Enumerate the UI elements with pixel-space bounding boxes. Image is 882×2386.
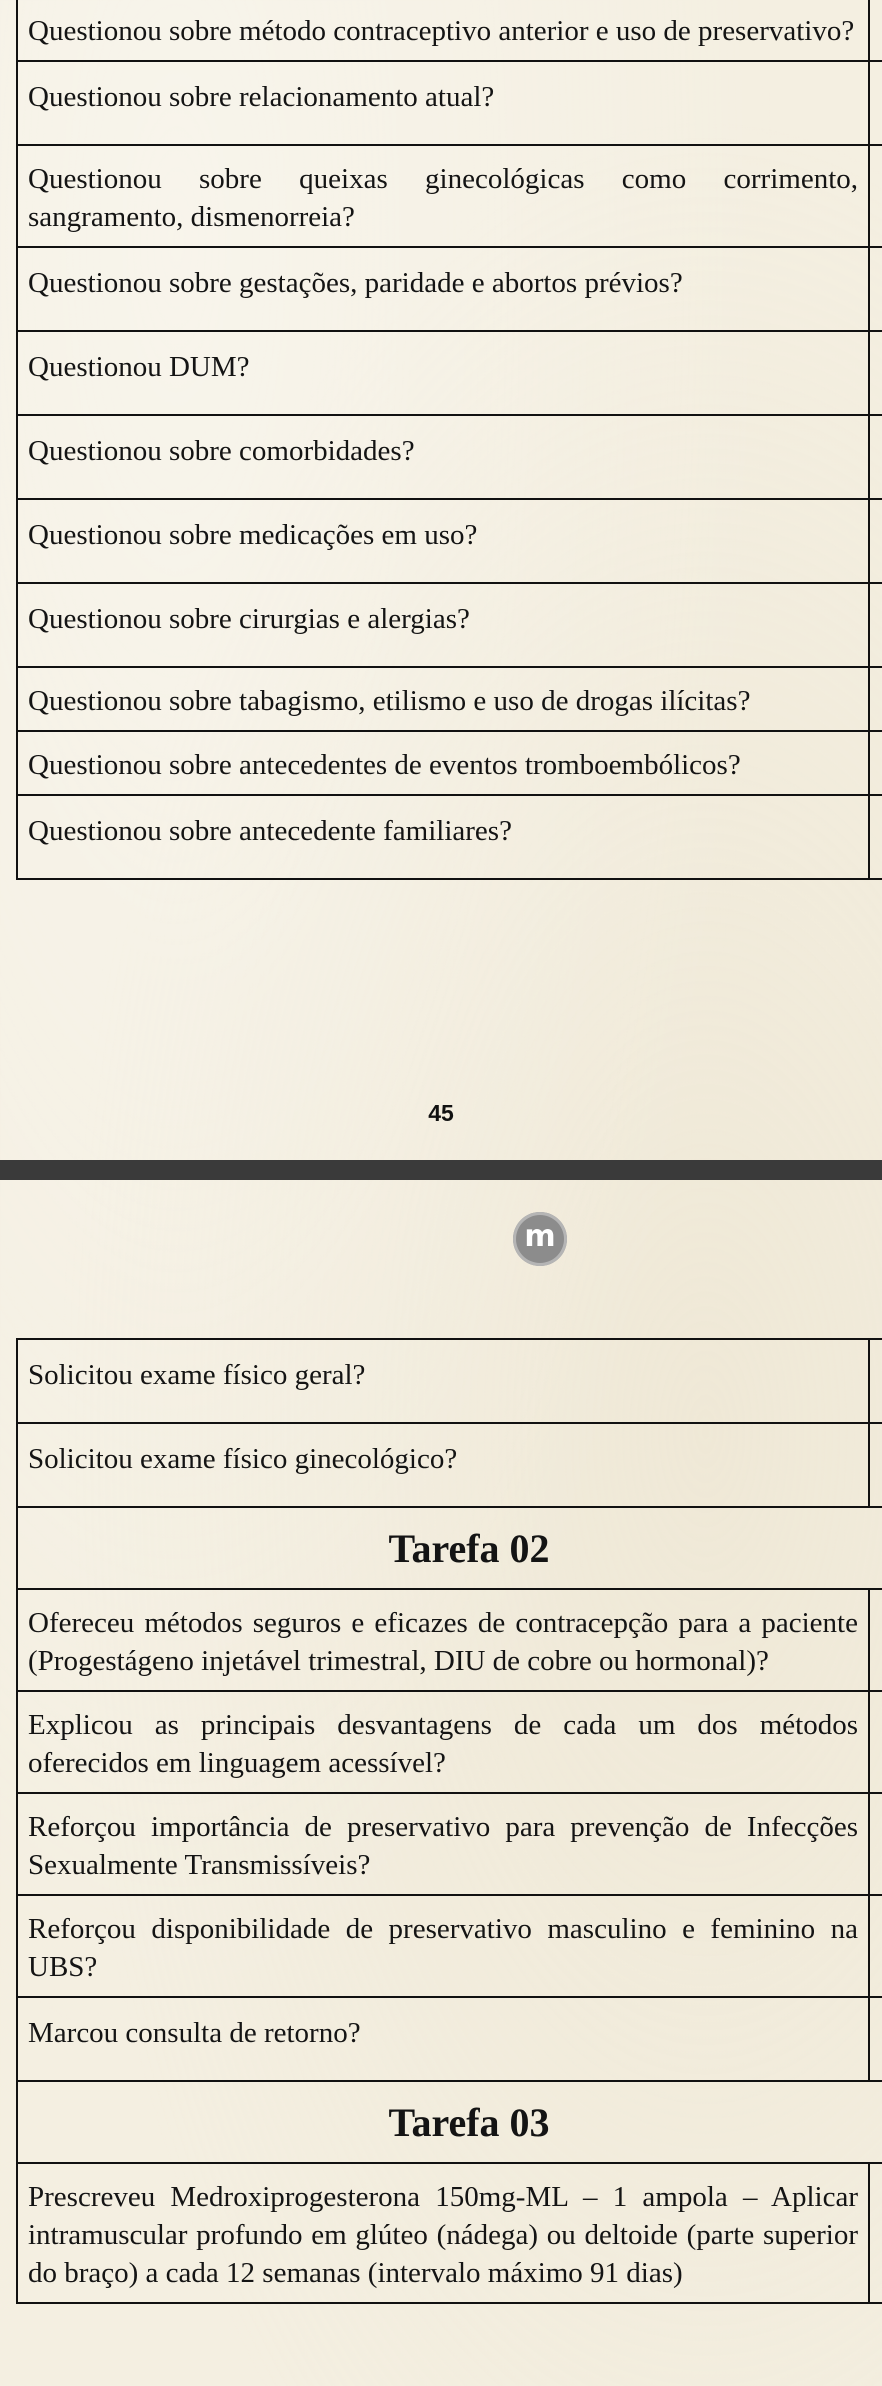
checklist-item: Questionou sobre medicações em uso? bbox=[17, 499, 869, 583]
checklist-item: Ofereceu métodos seguros e eficazes de contracepção para a paciente (Progestágeno injetável trimestral, DIU de cobre ou hormonal)? bbox=[17, 1589, 869, 1691]
score-cell bbox=[869, 1997, 882, 2081]
document-page-45 bbox=[0, 0, 882, 1175]
checklist-item: Solicitou exame físico ginecológico? bbox=[17, 1423, 869, 1507]
checklist-item: Questionou sobre antecedente familiares? bbox=[17, 795, 869, 879]
checklist-item: Questionou sobre queixas ginecológicas como corrimento, sangramento, dismenorreia? bbox=[17, 145, 869, 247]
score-cell bbox=[869, 583, 882, 667]
checklist-item: Questionou sobre gestações, paridade e abortos prévios? bbox=[17, 247, 869, 331]
checklist-item: Questionou DUM? bbox=[17, 331, 869, 415]
checklist-item: Reforçou disponibilidade de preservativo masculino e feminino na UBS? bbox=[17, 1895, 869, 1997]
checklist-item: Questionou sobre antecedentes de eventos tromboembólicos? bbox=[17, 731, 869, 795]
score-cell bbox=[869, 731, 882, 795]
table-row bbox=[17, 1423, 882, 1507]
table-row bbox=[17, 667, 882, 731]
score-cell bbox=[869, 145, 882, 247]
checklist-table bbox=[16, 0, 882, 880]
score-cell bbox=[869, 331, 882, 415]
m-logo-icon: m bbox=[513, 1212, 567, 1266]
score-cell bbox=[869, 667, 882, 731]
table-row bbox=[17, 1793, 882, 1895]
checklist-item: Questionou sobre cirurgias e alergias? bbox=[17, 583, 869, 667]
score-cell bbox=[869, 415, 882, 499]
checklist-item: Solicitou exame físico geral? bbox=[17, 1339, 869, 1423]
table-row bbox=[17, 1589, 882, 1691]
table-row bbox=[17, 1691, 882, 1793]
checklist-item: Explicou as principais desvantagens de cada um dos métodos oferecidos em linguagem acessível? bbox=[17, 1691, 869, 1793]
score-cell bbox=[869, 1423, 882, 1507]
checklist-item: Prescreveu Medroxiprogesterona 150mg-ML – 1 ampola – Aplicar intramuscular profundo em glúteo (nádega) ou deltoide (parte superior do braço) a cada 12 semanas (intervalo máximo 91 dias) bbox=[17, 2163, 869, 2303]
table-row bbox=[17, 61, 882, 145]
score-cell bbox=[869, 247, 882, 331]
checklist-item: Questionou sobre comorbidades? bbox=[17, 415, 869, 499]
document-page-46 bbox=[0, 1180, 882, 2386]
score-cell bbox=[869, 61, 882, 145]
table-row bbox=[17, 415, 882, 499]
table-row bbox=[17, 731, 882, 795]
section-heading-row bbox=[17, 2081, 882, 2163]
checklist-table bbox=[16, 1338, 882, 2304]
table-row bbox=[17, 795, 882, 879]
table-row bbox=[17, 2163, 882, 2303]
score-cell bbox=[869, 0, 882, 61]
score-cell bbox=[869, 499, 882, 583]
task-02-heading: Tarefa 02 bbox=[17, 1507, 882, 1589]
checklist-item: Marcou consulta de retorno? bbox=[17, 1997, 869, 2081]
table-row bbox=[17, 1339, 882, 1423]
table-row bbox=[17, 0, 882, 61]
page-number: 45 bbox=[428, 1100, 454, 1126]
task-03-heading: Tarefa 03 bbox=[17, 2081, 882, 2163]
section-heading-row bbox=[17, 1507, 882, 1589]
score-cell bbox=[869, 1589, 882, 1691]
score-cell bbox=[869, 1691, 882, 1793]
score-cell bbox=[869, 795, 882, 879]
table-row bbox=[17, 331, 882, 415]
table-row bbox=[17, 583, 882, 667]
checklist-item: Questionou sobre método contraceptivo anterior e uso de preservativo? bbox=[17, 0, 869, 61]
score-cell bbox=[869, 1793, 882, 1895]
score-cell bbox=[869, 1339, 882, 1423]
table-row bbox=[17, 145, 882, 247]
table-row bbox=[17, 1895, 882, 1997]
checklist-item: Reforçou importância de preservativo para prevenção de Infecções Sexualmente Transmissíveis? bbox=[17, 1793, 869, 1895]
table-row bbox=[17, 247, 882, 331]
table-row bbox=[17, 499, 882, 583]
page-divider bbox=[0, 1160, 882, 1180]
checklist-item: Questionou sobre tabagismo, etilismo e uso de drogas ilícitas? bbox=[17, 667, 869, 731]
table-row bbox=[17, 1997, 882, 2081]
checklist-item: Questionou sobre relacionamento atual? bbox=[17, 61, 869, 145]
score-cell bbox=[869, 2163, 882, 2303]
score-cell bbox=[869, 1895, 882, 1997]
